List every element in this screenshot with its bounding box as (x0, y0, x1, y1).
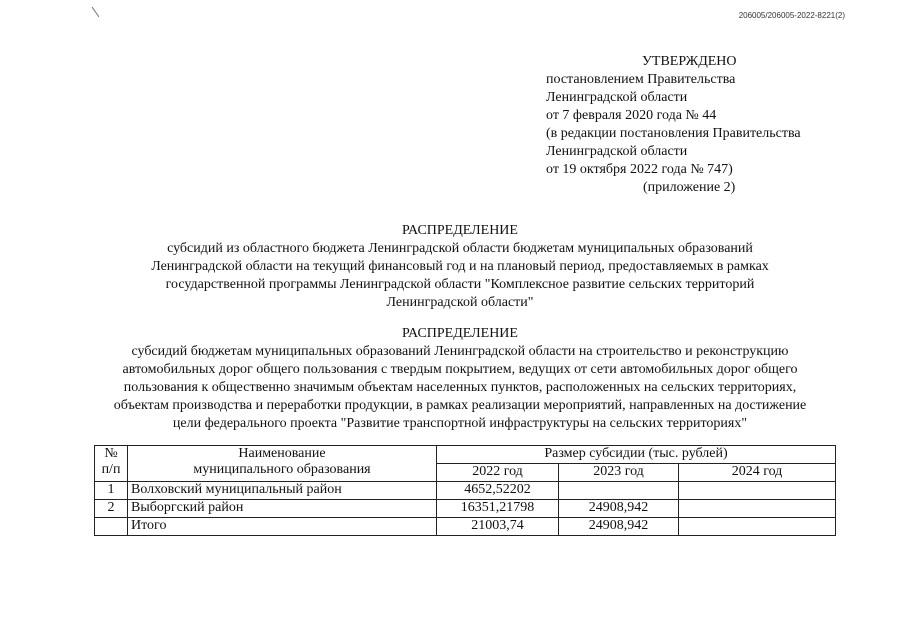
heading-line: цели федерального проекта "Развитие транспортной инфраструктуры на сельских территориях" (172, 416, 748, 431)
total-value-2023: 24908,942 (559, 518, 679, 536)
heading-title: РАСПРЕДЕЛЕНИЕ (402, 326, 518, 341)
header-year-2024: 2024 год (679, 464, 836, 482)
heading-line: пользования к общественно значимым объектам населенных пунктов, расположенных на сельских территориях, (123, 380, 797, 395)
header-name-line2: муниципального образования (193, 462, 371, 477)
approval-block (546, 53, 801, 197)
row-name: Выборгский район (128, 500, 437, 518)
header-amount: Размер субсидии (тыс. рублей) (437, 446, 836, 464)
approval-line: Ленинградской области (546, 90, 688, 105)
distribution-heading-2 (40, 325, 880, 433)
heading-line: субсидий из областного бюджета Ленинградской области бюджетам муниципальных образований (167, 241, 753, 256)
header-name-line1: Наименование (238, 446, 326, 461)
total-num (95, 518, 128, 536)
row-value-2022: 16351,21798 (437, 500, 559, 518)
heading-line: субсидий бюджетам муниципальных образований Ленинградской области на строительство и реконструкцию (131, 344, 789, 359)
approval-title: УТВЕРЖДЕНО (642, 54, 737, 69)
subsidy-table (94, 445, 836, 536)
scan-mark (92, 7, 100, 17)
heading-line: Ленинградской области" (386, 295, 534, 310)
distribution-heading-1 (40, 222, 880, 312)
row-num: 1 (95, 482, 128, 500)
row-value-2024 (679, 500, 836, 518)
approval-line: (в редакции постановления Правительства (546, 126, 801, 141)
table-total-row (95, 518, 836, 536)
header-num (95, 446, 128, 482)
row-value-2023 (559, 482, 679, 500)
header-year-2023: 2023 год (559, 464, 679, 482)
heading-title: РАСПРЕДЕЛЕНИЕ (402, 223, 518, 238)
row-value-2023: 24908,942 (559, 500, 679, 518)
approval-line: постановлением Правительства (546, 72, 736, 87)
header-num-line2: п/п (101, 462, 121, 477)
header-year-2022: 2022 год (437, 464, 559, 482)
heading-line: государственной программы Ленинградской области "Комплексное развитие сельских территорий (165, 277, 755, 292)
heading-line: объектам производства и переработки продукции, в рамках реализации мероприятий, направленных на достижение (113, 398, 807, 413)
heading-line: Ленинградской области на текущий финансовый год и на плановый период, предоставляемых в рамках (151, 259, 769, 274)
table-header-row (95, 446, 836, 464)
approval-line: Ленинградской области (546, 144, 688, 159)
row-value-2024 (679, 482, 836, 500)
table-row (95, 500, 836, 518)
total-label: Итого (128, 518, 437, 536)
appendix-label: (приложение 2) (643, 180, 736, 195)
heading-line: автомобильных дорог общего пользования с твердым покрытием, ведущих от сети автомобильных дорог общего (122, 362, 798, 377)
total-value-2024 (679, 518, 836, 536)
approval-line: от 19 октября 2022 года № 747) (546, 162, 733, 177)
header-name (128, 446, 437, 482)
row-num: 2 (95, 500, 128, 518)
header-num-line1: № (104, 446, 118, 461)
approval-line: от 7 февраля 2020 года № 44 (546, 108, 717, 123)
total-value-2022: 21003,74 (437, 518, 559, 536)
table-row (95, 482, 836, 500)
document-id: 206005/206005-2022-8221(2) (738, 11, 845, 20)
row-name: Волховский муниципальный район (128, 482, 437, 500)
row-value-2022: 4652,52202 (437, 482, 559, 500)
